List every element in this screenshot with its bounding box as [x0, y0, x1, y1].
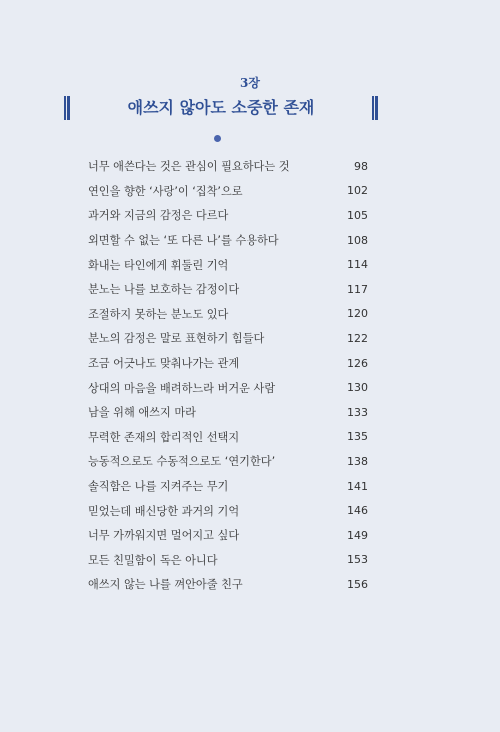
toc-entry[interactable]: [88, 498, 368, 523]
toc-entry-title: 조절하지 못하는 분노도 있다: [88, 307, 229, 321]
toc-entry-title: 너무 가까워지면 멀어지고 싶다: [88, 529, 240, 543]
toc-entry-title: 믿었는데 배신당한 과거의 기억: [88, 504, 240, 518]
toc-entry[interactable]: [88, 203, 368, 228]
toc-entry-page: 141: [347, 479, 368, 493]
toc-entry-title: 화내는 타인에게 휘둘린 기억: [88, 258, 229, 272]
toc-entry[interactable]: [88, 400, 368, 425]
toc-entry[interactable]: [88, 351, 368, 376]
toc-entry[interactable]: [88, 326, 368, 351]
toc-entry-page: 130: [347, 381, 368, 395]
toc-entry[interactable]: [88, 425, 368, 450]
toc-entry-page: 114: [347, 258, 368, 272]
toc-entry-page: 120: [347, 307, 368, 321]
toc-entry-page: 146: [347, 504, 368, 518]
toc-entry-title: 연인을 향한 ‘사랑’이 ‘집착’으로: [88, 184, 243, 198]
toc-entry-title: 솔직함은 나를 지켜주는 무기: [88, 480, 229, 494]
chapter-label: 3장: [240, 76, 260, 90]
bullet-dot-icon: [214, 135, 221, 142]
toc-entry-page: 122: [347, 331, 368, 345]
toc-entry-page: 156: [347, 577, 368, 591]
toc-entry-page: 108: [347, 233, 368, 247]
table-of-contents: [88, 154, 368, 597]
toc-entry[interactable]: [88, 252, 368, 277]
toc-entry-title: 너무 애쓴다는 것은 관심이 필요하다는 것: [88, 160, 290, 174]
toc-entry[interactable]: [88, 548, 368, 573]
toc-entry-title: 분노는 나를 보호하는 감정이다: [88, 283, 240, 297]
toc-entry[interactable]: [88, 154, 368, 179]
toc-entry-title: 상대의 마음을 배려하느라 버거운 사람: [88, 381, 276, 395]
toc-entry-page: 149: [347, 528, 368, 542]
toc-entry-title: 외면할 수 없는 ‘또 다른 나’를 수용하다: [88, 234, 279, 248]
toc-entry-title: 애쓰지 않는 나를 껴안아줄 친구: [88, 578, 243, 592]
toc-entry[interactable]: [88, 277, 368, 302]
toc-entry-title: 능동적으로도 수동적으로도 ‘연기한다’: [88, 455, 276, 469]
toc-entry[interactable]: [88, 302, 368, 327]
toc-entry[interactable]: [88, 375, 368, 400]
chapter-title: 애쓰지 않아도 소중한 존재: [127, 98, 315, 117]
toc-entry-page: 133: [347, 405, 368, 419]
toc-entry-page: 135: [347, 430, 368, 444]
toc-entry-page: 138: [347, 454, 368, 468]
toc-entry[interactable]: [88, 449, 368, 474]
chapter-title-row: [64, 96, 378, 120]
toc-entry-page: 102: [347, 184, 368, 198]
toc-entry[interactable]: [88, 228, 368, 253]
toc-entry-title: 모든 친밀함이 독은 아니다: [88, 553, 218, 567]
toc-entry[interactable]: [88, 572, 368, 597]
toc-entry[interactable]: [88, 474, 368, 499]
title-bar-right-decoration: [372, 96, 378, 120]
toc-entry-page: 98: [354, 159, 368, 173]
toc-entry-page: 105: [347, 208, 368, 222]
toc-entry[interactable]: [88, 179, 368, 204]
toc-entry-page: 153: [347, 553, 368, 567]
toc-entry-title: 남을 위해 애쓰지 마라: [88, 406, 196, 420]
toc-entry-title: 분노의 감정은 말로 표현하기 힘들다: [88, 332, 265, 346]
toc-entry-title: 무력한 존재의 합리적인 선택지: [88, 430, 240, 444]
toc-entry-title: 과거와 지금의 감정은 다르다: [88, 209, 229, 223]
toc-entry[interactable]: [88, 523, 368, 548]
toc-entry-page: 117: [347, 282, 368, 296]
toc-entry-page: 126: [347, 356, 368, 370]
toc-entry-title: 조금 어긋나도 맞춰나가는 관계: [88, 357, 240, 371]
